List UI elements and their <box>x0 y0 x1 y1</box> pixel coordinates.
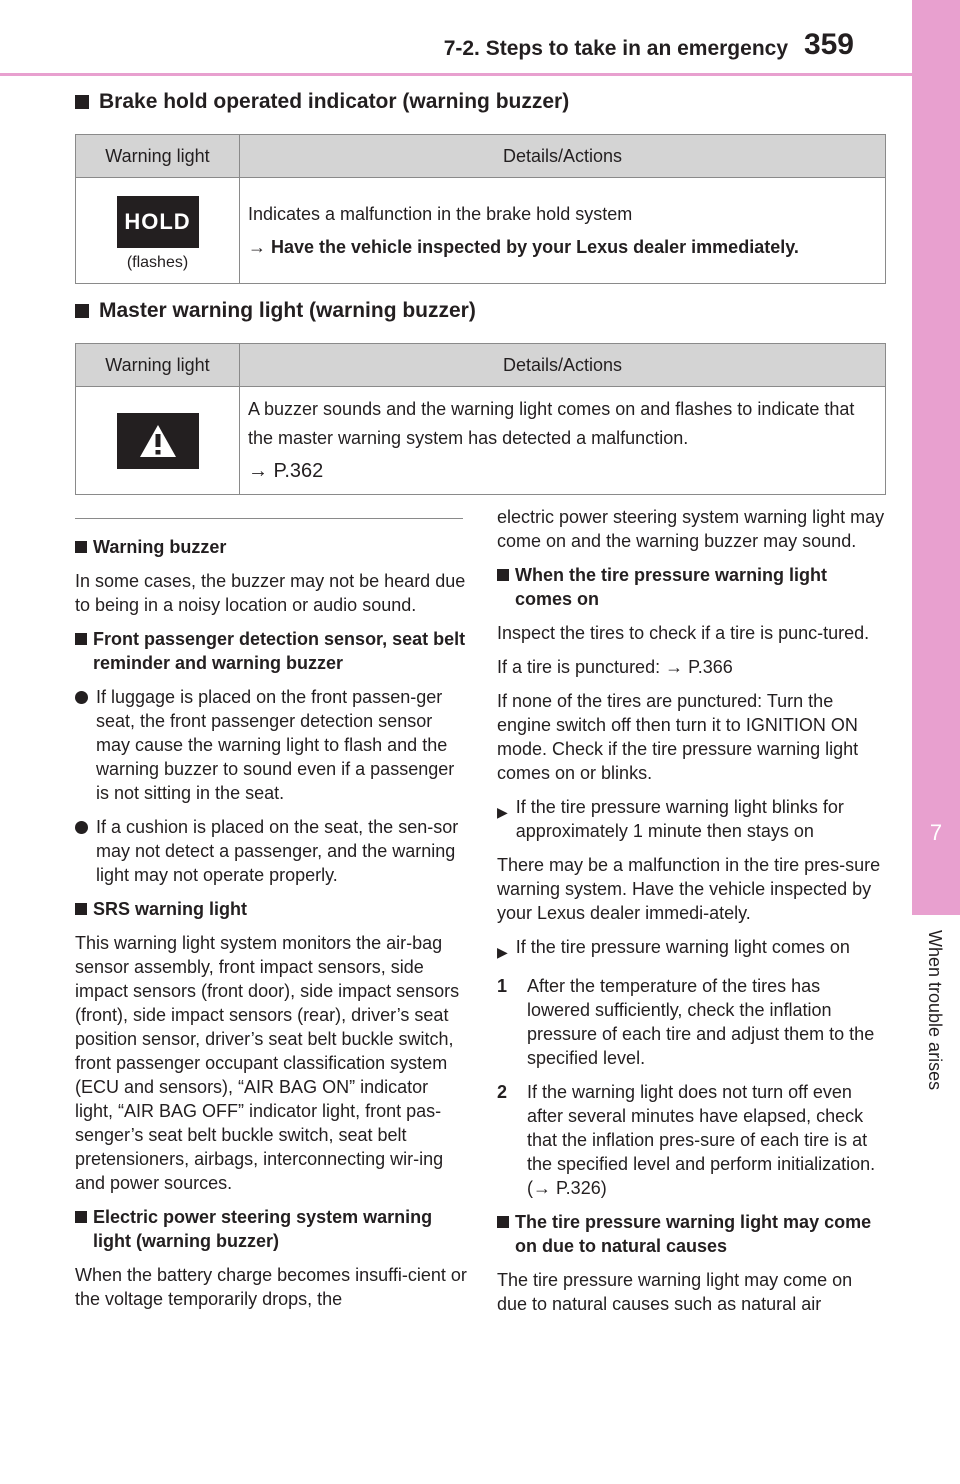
col-details: Details/Actions <box>240 135 886 178</box>
eps-text-continued: electric power steering system warning light may come on and the warning buzzer may sound. <box>497 507 885 551</box>
col-warning-light: Warning light <box>76 344 240 387</box>
srs-title: SRS warning light <box>75 897 467 921</box>
square-bullet-icon <box>75 304 89 318</box>
tire-sub2-title: ▶ If the tire pressure warning light comes on <box>497 935 885 964</box>
hold-indicator-icon: HOLD <box>117 196 199 248</box>
master-warning-heading: Master warning light (warning buzzer) <box>75 299 476 323</box>
tire-pressure-title: When the tire pressure warning light comes on <box>497 563 885 611</box>
list-item: 2 If the warning light does not turn off even after several minutes have elapsed, check that the inflation pres-sure of each tire is at the specified level and perform initialization. (→ P.326) <box>497 1082 876 1198</box>
page-number: 359 <box>803 28 854 61</box>
section-title: 7-2. Steps to take in an emergency <box>443 37 788 60</box>
square-bullet-icon <box>75 95 89 109</box>
list-item: If luggage is placed on the front passen-ger seat, the front passenger detection sensor may cause the warning light to flash and the warning buzzer to sound even if a passenger is not sitting in the seat. <box>75 685 467 805</box>
brake-hold-details: Indicates a malfunction in the brake hold system → Have the vehicle inspected by your Lexus dealer immediately. <box>240 178 886 284</box>
eps-title: Electric power steering system warning light (warning buzzer) <box>75 1205 467 1253</box>
col-details: Details/Actions <box>240 344 886 387</box>
master-warning-details: A buzzer sounds and the warning light comes on and flashes to indicate that the master warning system has detected a malfunction. → P.362 <box>240 387 886 495</box>
notes-right-column: electric power steering system warning light may come on and the warning buzzer may sound. When the tire pressure warning light comes on Inspect the tires to check if a tire is punc-tured. If a tire is punctured: → P.366 If none of the tires are punctured: Turn the engine switch off then turn it to IGNITION ON mode. Check if the tire pressure warning light comes on or blinks. ▶ If the tire pressure warning light blinks for approximately 1 minute then stays on There may be a malfunction in the tire pres-sure warning system. Have the vehicle inspected by your Lexus dealer immedi-ately. ▶ If the tire pressure warning light comes on 1 After the temperature of the tires has lowered sufficiently, check the inflation pressure of each tire and adjust them to the specified level. 2 If the warning light does not turn off even after several minutes have elapsed, check that the inflation pres-sure of each tire is at the specified level and perform initialization. (→ P.326) The tire pressure warning light may come on due to natural causes The tire pressure warning light may come on due to natural causes such as natural air <box>497 507 885 1314</box>
chapter-number: 7 <box>929 820 943 845</box>
list-item: 1 After the temperature of the tires has lowered sufficiently, check the inflation pressure of each tire and adjust them to the specified level. <box>497 976 875 1068</box>
master-warning-cell <box>76 387 240 495</box>
chapter-tab-lower <box>912 915 960 1484</box>
col-warning-light: Warning light <box>76 135 240 178</box>
brake-hold-table <box>75 134 886 284</box>
hold-indicator-cell <box>76 178 240 284</box>
page-header <box>0 0 912 76</box>
section-divider <box>75 518 463 519</box>
notes-left-column <box>75 525 467 1321</box>
natural-causes-text: The tire pressure warning light may come on due to natural causes such as natural air <box>497 1270 853 1314</box>
triangle-right-icon: ▶ <box>497 804 508 820</box>
warning-triangle-icon <box>117 413 199 469</box>
chapter-tab <box>912 0 960 1484</box>
srs-text: This warning light system monitors the air-bag sensor assembly, front impact sensors, side impact sensors (front door), side impact sensors (front), side impact sensors (rear), driver’s seat position sensor, driver’s seat belt buckle switch, front passenger occupant classification system (ECU and sensors), “AIR BAG ON” indicator light, “AIR BAG OFF” indicator light, front pas-senger’s seat belt buckle switch, seat belt pretensioners, airbags, interconnecting wir-ing and power sources. <box>75 933 460 1193</box>
brake-hold-heading: Brake hold operated indicator (warning buzzer) <box>75 90 569 114</box>
warning-buzzer-title: Warning buzzer <box>75 535 467 559</box>
chapter-title: When trouble arises <box>925 930 945 1091</box>
bullet-dot-icon <box>75 691 88 704</box>
bullet-dot-icon <box>75 821 88 834</box>
natural-causes-title: The tire pressure warning light may come on due to natural causes <box>497 1210 885 1258</box>
eps-text: When the battery charge becomes insuffi-cient or the voltage temporarily drops, the <box>75 1265 467 1309</box>
tire-sub1-title: ▶ If the tire pressure warning light blinks for approximately 1 minute then stays on <box>497 797 844 841</box>
warning-buzzer-text: In some cases, the buzzer may not be heard due to being in a noisy location or audio sound. <box>75 571 466 615</box>
front-passenger-title: Front passenger detection sensor, seat belt reminder and warning buzzer <box>75 627 467 675</box>
list-item: If a cushion is placed on the seat, the sen-sor may not detect a passenger, and the warning light may not operate properly. <box>75 815 467 887</box>
master-warning-table <box>75 343 886 495</box>
triangle-right-icon: ▶ <box>497 944 508 960</box>
flashes-caption: (flashes) <box>126 253 189 271</box>
